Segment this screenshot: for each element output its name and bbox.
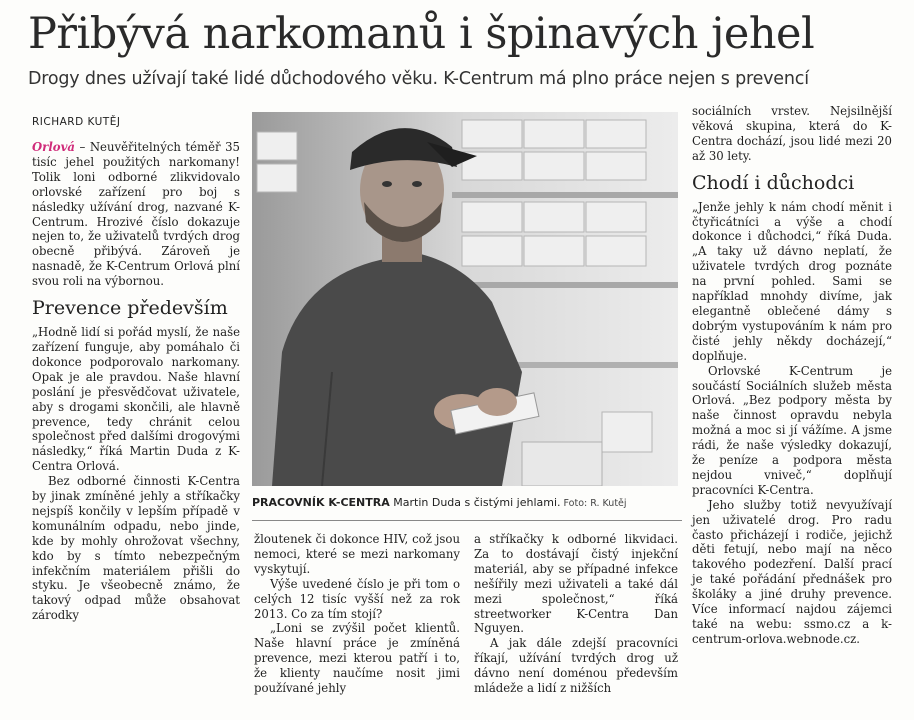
dateline: Orlová xyxy=(32,140,75,154)
column-1-paragraph: „Hodně lidí si pořád myslí, že naše zařízení funguje, aby pomáhalo či dokonce podporovalo narkomany. Opak je ale pravdou. Naše hlavní poslání je přesvědčovat uživatele, aby s drogami skončili, ale hlavně prevence, tedy chránit celou společnost před dalšími drogovými následky,“ říká Martin Duda z K-Centra Orlová. xyxy=(32,325,240,474)
column-4-paragraph: sociálních vrstev. Nejsilnější věková skupina, která do K-Centra dochází, jsou lidé mezi 20 až 30 lety. xyxy=(692,104,892,163)
column-1-paragraph: Bez odborné činnosti K-Centra by jinak zmíněné jehly a stříkačky nejspíš končily v lepším případě v komunálním odpadu, nebo jinde, kde by mohly ohrožovat všechny, kdo by s tímto nebezpečným infekčním materiálem přišli do styku. Je všeobecně známo, že takový odpad může obsahovat zárodky xyxy=(32,474,240,623)
column-3-paragraph: a stříkačky k odborné likvidaci. Za to dostávají čistý injekční materiál, aby se případné infekce nešířily mezi uživateli a také dál mezi společnost,“ říká streetworker K-Centra Dan Nguyen. xyxy=(474,532,678,636)
column-4 xyxy=(692,104,892,647)
column-2 xyxy=(254,532,460,696)
column-2-paragraph: „Loni se zvýšil počet klientů. Naše hlavní práce je zmíněná prevence, mezi kterou patří i to, že klienty naučíme nosit jimi používané jehly xyxy=(254,621,460,696)
photo-image xyxy=(252,112,678,486)
section-heading-duchodci: Chodí i důchodci xyxy=(692,171,855,194)
photo-caption-title: PRACOVNÍK K-CENTRA xyxy=(252,496,390,509)
column-4-paragraph: Orlovské K-Centrum je součástí Sociálních služeb města Orlová. „Bez podpory města by naše činnost opravdu nebyla možná a moc si jí vážíme. A jsme rádi, že naše výsledky dokazují, že peníze a podpora města nejdou vniveč,“ doplňují pracovníci K-Centra. xyxy=(692,363,892,497)
column-1-paragraph xyxy=(32,140,240,289)
column-3-paragraph: A jak dále zdejší pracovníci říkají, užívání tvrdých drog už dávno není doménou především mládeže a lidí z nižších xyxy=(474,636,678,696)
photo-caption-text: Martin Duda s čistými jehlami. xyxy=(389,496,561,509)
column-2-paragraph: žloutenek či dokonce HIV, což jsou nemoci, které se mezi narkomany vyskytují. xyxy=(254,532,460,576)
article-photo xyxy=(252,112,678,486)
article-subheadline: Drogy dnes užívají také lidé důchodového věku. K-Centrum má plno práce nejen s prevencí xyxy=(28,69,809,89)
photo-credit: Foto: R. Kutěj xyxy=(560,498,627,509)
article-byline: RICHARD KUTĚJ xyxy=(32,116,121,128)
photo-caption xyxy=(252,496,682,509)
article-headline: Přibývá narkomanů i špinavých jehel xyxy=(28,9,815,59)
column-3 xyxy=(474,532,678,696)
caption-rule xyxy=(252,520,682,521)
intro-text: – Neuvěřitelných téměř 35 tisíc jehel použitých narkomany! Tolik loni odborné zlikvidovalo orlovské zařízení pro boj s následky užívání drog, nazvané K-Centrum. Hrozivé číslo dokazuje nejen to, že uživatelů tvrdých drog obecně přibývá. Zároveň je nasnadě, že K-Centrum Orlová plní svou roli na výbornou. xyxy=(32,140,240,289)
column-2-paragraph: Výše uvedené číslo je při tom o celých 12 tisíc vyšší než za rok 2013. Co za tím stojí? xyxy=(254,576,460,621)
section-heading-prevence: Prevence především xyxy=(32,297,228,320)
column-1 xyxy=(32,140,240,623)
column-4-paragraph: „Jenže jehly k nám chodí měnit i čtyřicátníci a výše a chodí dokonce i důchodci,“ říká Duda. „A taky už dávno neplatí, že uživatele tvrdých drog poznáte na první pohled. Sami se například mnohdy divíme, jak elegantně oblečené dámy s dobrým vystupováním k nám pro čisté jehly někdy docházejí,“ doplňuje. xyxy=(692,199,892,363)
column-4-paragraph: Jeho služby totiž nevyužívají jen uživatelé drog. Pro radu často přicházejí i rodiče, jejichž děti fetují, nebo mají na něco takového podezření. Další prací je také pořádání přednášek pro školáky a jiné druhy prevence. Více informací najdou zájemci také na webu: ssmo.cz a k-centrum-orlova.webnode.cz. xyxy=(692,497,892,646)
